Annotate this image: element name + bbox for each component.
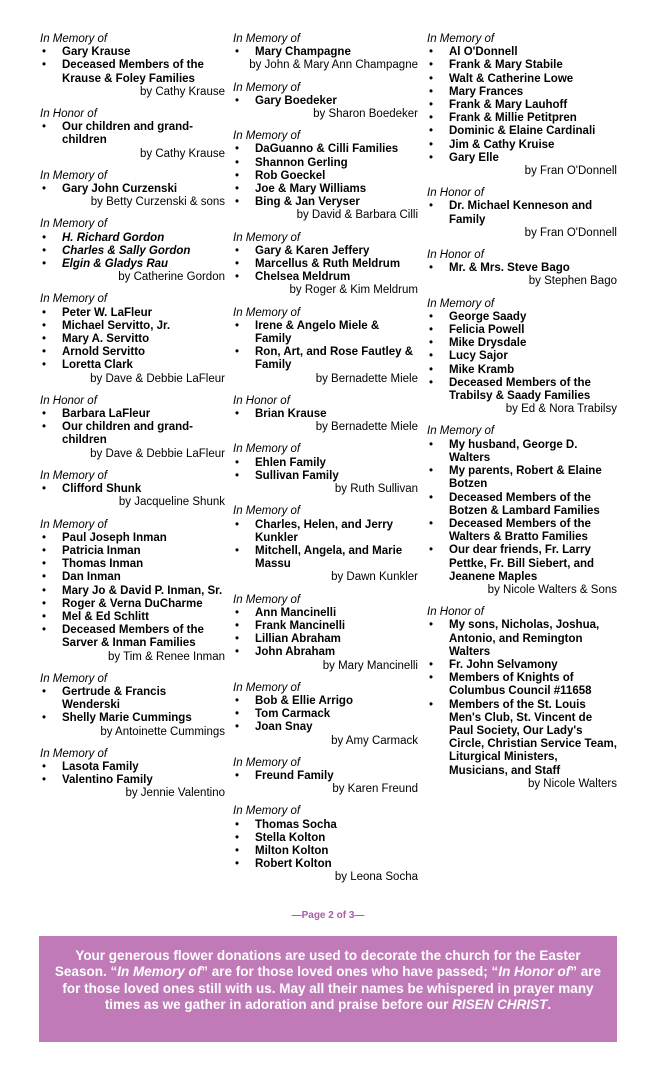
dedication-group — [233, 395, 418, 435]
honoree-name: • Joan Snay — [233, 721, 418, 734]
dedication-heading: In Memory of — [40, 218, 108, 231]
dedication-group — [40, 395, 225, 461]
honoree-name: • Valentino Family — [40, 774, 225, 787]
honoree-name: • Clifford Shunk — [40, 483, 225, 496]
dedication-heading: In Memory of — [427, 297, 495, 310]
banner-risen-christ: RISEN CHRIST — [452, 996, 548, 1012]
dedication-heading: In Memory of — [233, 805, 301, 818]
donor-line: by John & Mary Ann Champagne — [249, 59, 418, 72]
name-list — [233, 46, 418, 59]
info-banner — [39, 936, 617, 1042]
name-list — [40, 686, 225, 726]
donor-line: by Fran O'Donnell — [524, 165, 617, 178]
dedication-heading: In Memory of — [40, 293, 108, 306]
dedication-group — [40, 470, 225, 510]
honoree-name: • Lucy Sajor — [427, 350, 617, 363]
donor-line: by Dave & Debbie LaFleur — [90, 372, 225, 385]
name-list — [40, 408, 225, 448]
dedication-group — [233, 505, 418, 584]
donor-line: by Jennie Valentino — [125, 787, 225, 800]
dedication-group — [40, 293, 225, 385]
dedication-heading: In Memory of — [233, 130, 301, 143]
honoree-name: • Gary Elle — [427, 152, 617, 165]
honoree-name: • Fr. John Selvamony — [427, 659, 617, 672]
dedication-group — [40, 673, 225, 739]
dedication-heading: In Memory of — [40, 169, 108, 182]
dedication-heading: In Memory of — [40, 469, 108, 482]
honoree-name: • Robert Kolton — [233, 858, 418, 871]
name-list — [233, 457, 418, 483]
dedication-group — [40, 748, 225, 801]
honoree-name: • Gertrude & Francis Wenderski — [40, 686, 225, 712]
honoree-name: • Bing & Jan Veryser — [233, 196, 418, 209]
name-list — [233, 245, 418, 285]
donor-line: by Stephen Bago — [528, 275, 617, 288]
donor-line: by Betty Curzenski & sons — [90, 196, 225, 209]
honoree-name: • Elgin & Gladys Rau — [40, 258, 225, 271]
honoree-name: • Deceased Members of the Krause & Foley Families — [40, 59, 225, 85]
donor-line: by Cathy Krause — [139, 147, 225, 160]
honoree-name: • Shannon Gerling — [233, 157, 418, 170]
dedication-heading: In Memory of — [40, 672, 108, 685]
donor-line: by Antoinette Cummings — [100, 725, 225, 738]
dedication-heading: In Memory of — [40, 518, 108, 531]
banner-in-memory: In Memory of — [117, 964, 202, 980]
dedication-heading: In Memory of — [233, 505, 301, 518]
honoree-name: • Felicia Powell — [427, 324, 617, 337]
dedication-heading: In Memory of — [233, 81, 301, 94]
dedication-heading: In Honor of — [427, 606, 484, 619]
donor-line: by Nicole Walters — [527, 777, 617, 790]
honoree-name: • Al O'Donnell — [427, 46, 617, 59]
banner-text-3: ” are for those loved ones still with us. May all their names be whispered in prayer many times as we gather in adoration and praise before our — [62, 964, 602, 1012]
name-list — [40, 46, 225, 86]
dedication-heading: In Honor of — [40, 108, 97, 121]
dedication-heading: In Memory of — [233, 231, 301, 244]
name-list — [233, 819, 418, 872]
honoree-name: • Frank & Mary Stabile — [427, 59, 617, 72]
honoree-name: • H. Richard Gordon — [40, 232, 225, 245]
dedication-heading: In Memory of — [427, 33, 495, 45]
donor-line: by Amy Carmack — [331, 734, 418, 747]
banner-in-honor: In Honor of — [498, 964, 571, 980]
honoree-name: • My husband, George D. Walters — [427, 439, 617, 465]
name-list — [40, 307, 225, 373]
dedication-group — [427, 187, 617, 240]
dedication-group — [40, 218, 225, 284]
honoree-name: • Peter W. LaFleur — [40, 307, 225, 320]
column-right — [427, 33, 617, 800]
name-list — [233, 519, 418, 572]
name-list — [233, 408, 418, 421]
banner-text-4: . — [547, 996, 552, 1012]
name-list — [40, 483, 225, 496]
honoree-name: • Loretta Clark — [40, 359, 225, 372]
honoree-name: • Members of Knights of Columbus Council #11658 — [427, 672, 617, 698]
dedication-group — [40, 33, 225, 99]
honoree-name: • Mary A. Servitto — [40, 333, 225, 346]
dedication-heading: In Honor of — [233, 394, 290, 407]
column-middle — [233, 33, 418, 894]
dedication-group — [233, 33, 418, 73]
donor-line: by Tim & Renee Inman — [108, 650, 225, 663]
honoree-name: • Michael Servitto, Jr. — [40, 320, 225, 333]
name-list — [427, 439, 617, 584]
dedication-heading: In Memory of — [233, 681, 301, 694]
dedication-group — [233, 307, 418, 386]
honoree-name: • Roger & Verna DuCharme — [40, 598, 225, 611]
honoree-name: • Gary John Curzenski — [40, 183, 225, 196]
honoree-name: • Lillian Abraham — [233, 633, 418, 646]
dedication-group — [427, 298, 617, 417]
name-list — [40, 121, 225, 147]
honoree-name: • Frank Mancinelli — [233, 620, 418, 633]
column-left — [40, 33, 225, 810]
donor-line: by David & Barbara Cilli — [296, 209, 418, 222]
honoree-name: • Members of the St. Louis Men's Club, St. Vincent de Paul Society, Our Lady's Circle, Christian Service Team, Liturgical Ministers, Musicians, and Staff — [427, 699, 617, 778]
donor-line: by Sharon Boedeker — [313, 108, 418, 121]
donor-line: by Ed & Nora Trabilsy — [505, 403, 617, 416]
name-list — [427, 46, 617, 165]
donor-line: by Fran O'Donnell — [524, 226, 617, 239]
dedication-heading: In Memory of — [40, 747, 108, 760]
dedication-group — [233, 443, 418, 496]
donor-line: by Roger & Kim Meldrum — [289, 284, 418, 297]
honoree-name: • Our children and grand-children — [40, 421, 225, 447]
honoree-name: • Mary Champagne — [233, 46, 418, 59]
dedication-heading: In Memory of — [40, 33, 108, 45]
name-list — [233, 607, 418, 660]
honoree-name: • Our children and grand-children — [40, 121, 225, 147]
dedication-group — [233, 130, 418, 222]
name-list — [233, 95, 418, 108]
name-list — [40, 761, 225, 787]
honoree-name: • Ehlen Family — [233, 457, 418, 470]
honoree-name: • Dan Inman — [40, 571, 225, 584]
name-list — [40, 532, 225, 651]
name-list — [40, 232, 225, 272]
dedication-group — [233, 682, 418, 748]
honoree-name: • Ann Mancinelli — [233, 607, 418, 620]
banner-text-1: Your generous flower donations are used to decorate the church for the Easter Season. “ — [54, 948, 581, 980]
honoree-name: • Charles, Helen, and Jerry Kunkler — [233, 519, 418, 545]
name-list — [427, 311, 617, 403]
honoree-name: • Deceased Members of the Sarver & Inman Families — [40, 624, 225, 650]
dedication-group — [427, 249, 617, 289]
honoree-name: • Deceased Members of the Botzen & Lambard Families — [427, 492, 617, 518]
dedication-heading: In Memory of — [427, 425, 495, 438]
name-list — [427, 200, 617, 226]
honoree-name: • George Saady — [427, 311, 617, 324]
donor-line: by Ruth Sullivan — [334, 483, 418, 496]
honoree-name: • Ron, Art, and Rose Fautley & Family — [233, 346, 418, 372]
honoree-name: • Frank & Mary Lauhoff — [427, 99, 617, 112]
dedication-group — [233, 82, 418, 122]
honoree-name: • John Abraham — [233, 646, 418, 659]
dedication-heading: In Memory of — [233, 443, 301, 456]
honoree-name: • Gary & Karen Jeffery — [233, 245, 418, 258]
donor-line: by Bernadette Miele — [315, 372, 418, 385]
name-list — [427, 619, 617, 777]
dedication-group — [233, 594, 418, 673]
honoree-name: • Milton Kolton — [233, 845, 418, 858]
honoree-name: • Joe & Mary Williams — [233, 183, 418, 196]
honoree-name: • Mel & Ed Schlitt — [40, 611, 225, 624]
dedication-heading: In Memory of — [233, 33, 301, 45]
donor-line: by Karen Freund — [332, 783, 418, 796]
honoree-name: • Stella Kolton — [233, 832, 418, 845]
donor-line: by Dave & Debbie LaFleur — [90, 447, 225, 460]
name-list — [233, 320, 418, 373]
honoree-name: • DaGuanno & Cilli Families — [233, 143, 418, 156]
honoree-name: • Charles & Sally Gordon — [40, 245, 225, 258]
honoree-name: • Lasota Family — [40, 761, 225, 774]
honoree-name: • Mike Drysdale — [427, 337, 617, 350]
donor-line: by Mary Mancinelli — [322, 659, 418, 672]
honoree-name: • Thomas Socha — [233, 819, 418, 832]
dedication-heading: In Honor of — [40, 394, 97, 407]
dedication-group — [233, 805, 418, 884]
honoree-name: • Mary Frances — [427, 86, 617, 99]
dedication-group — [40, 108, 225, 161]
donor-line: by Catherine Gordon — [118, 271, 225, 284]
honoree-name: • Dominic & Elaine Cardinali — [427, 125, 617, 138]
honoree-name: • Irene & Angelo Miele & Family — [233, 320, 418, 346]
honoree-name: • Mitchell, Angela, and Marie Massu — [233, 545, 418, 571]
dedication-group — [427, 33, 617, 178]
page-number: —Page 2 of 3— — [291, 910, 365, 921]
dedication-group — [233, 232, 418, 298]
honoree-name: • My parents, Robert & Elaine Botzen — [427, 465, 617, 491]
honoree-name: • Bob & Ellie Arrigo — [233, 695, 418, 708]
honoree-name: • Tom Carmack — [233, 708, 418, 721]
honoree-name: • Deceased Members of the Trabilsy & Saady Families — [427, 377, 617, 403]
dedication-heading: In Honor of — [427, 187, 484, 200]
dedication-heading: In Memory of — [233, 756, 301, 769]
name-list — [40, 183, 225, 196]
donor-line: by Cathy Krause — [139, 85, 225, 98]
dedication-heading: In Memory of — [233, 593, 301, 606]
honoree-name: • Our dear friends, Fr. Larry Pettke, Fr. Bill Siebert, and Jeanene Maples — [427, 544, 617, 584]
honoree-name: • Arnold Servitto — [40, 346, 225, 359]
dedication-group — [40, 519, 225, 664]
dedication-heading: In Memory of — [233, 306, 301, 319]
dedication-group — [427, 606, 617, 791]
honoree-name: • Barbara LaFleur — [40, 408, 225, 421]
honoree-name: • Chelsea Meldrum — [233, 271, 418, 284]
honoree-name: • Freund Family — [233, 770, 418, 783]
honoree-name: • Jim & Cathy Kruise — [427, 139, 617, 152]
honoree-name: • Gary Boedeker — [233, 95, 418, 108]
dedication-heading: In Honor of — [427, 249, 484, 262]
honoree-name: • Paul Joseph Inman — [40, 532, 225, 545]
dedication-group — [427, 425, 617, 597]
name-list — [233, 143, 418, 209]
name-list — [233, 770, 418, 783]
honoree-name: • Patricia Inman — [40, 545, 225, 558]
honoree-name: • Mary Jo & David P. Inman, Sr. — [40, 585, 225, 598]
dedication-group — [40, 170, 225, 210]
donor-line: by Leona Socha — [334, 871, 418, 884]
banner-text-2: ” are for those loved ones who have passed; “ — [201, 964, 499, 980]
donor-line: by Dawn Kunkler — [331, 571, 418, 584]
honoree-name: • Dr. Michael Kenneson and Family — [427, 200, 617, 226]
donor-line: by Nicole Walters & Sons — [487, 583, 617, 596]
honoree-name: • Brian Krause — [233, 408, 418, 421]
honoree-name: • Mr. & Mrs. Steve Bago — [427, 262, 617, 275]
name-list — [233, 695, 418, 735]
name-list — [427, 262, 617, 275]
dedication-group — [233, 757, 418, 797]
honoree-name: • Sullivan Family — [233, 470, 418, 483]
honoree-name: • Marcellus & Ruth Meldrum — [233, 258, 418, 271]
honoree-name: • Walt & Catherine Lowe — [427, 73, 617, 86]
honoree-name: • My sons, Nicholas, Joshua, Antonio, and Remington Walters — [427, 619, 617, 659]
honoree-name: • Thomas Inman — [40, 558, 225, 571]
donor-line: by Jacqueline Shunk — [118, 496, 225, 509]
honoree-name: • Rob Goeckel — [233, 170, 418, 183]
honoree-name: • Shelly Marie Cummings — [40, 712, 225, 725]
honoree-name: • Deceased Members of the Walters & Bratto Families — [427, 518, 617, 544]
honoree-name: • Gary Krause — [40, 46, 225, 59]
donor-line: by Bernadette Miele — [315, 421, 418, 434]
honoree-name: • Mike Kramb — [427, 364, 617, 377]
honoree-name: • Frank & Millie Petitpren — [427, 112, 617, 125]
